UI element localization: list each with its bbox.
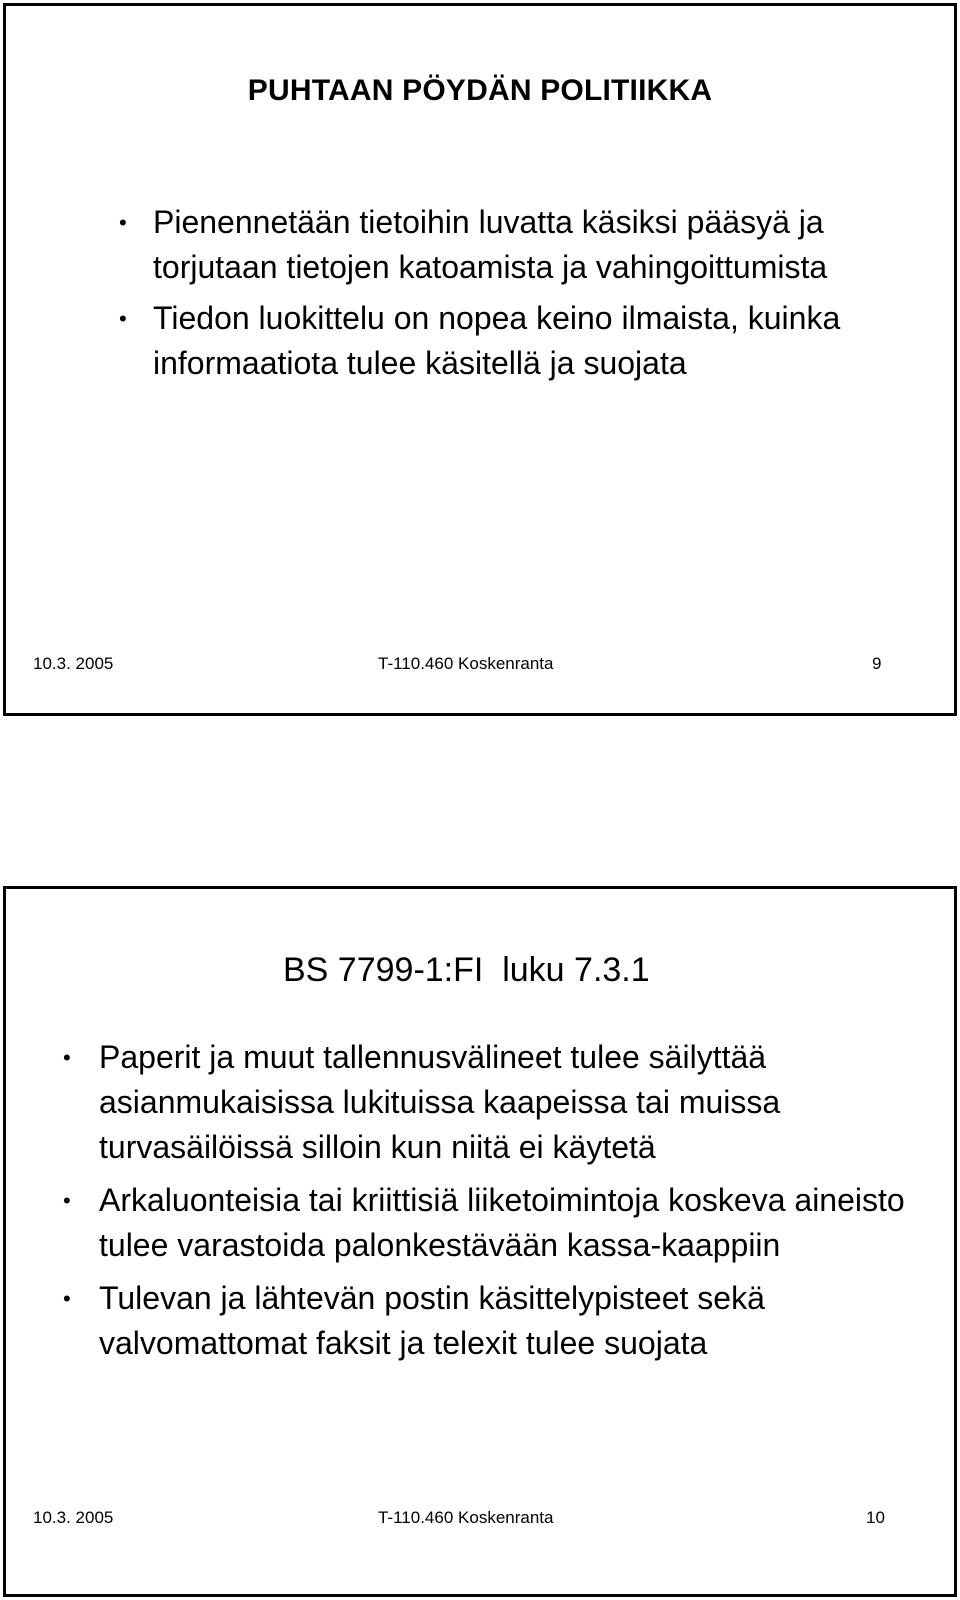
footer-course: T-110.460 Koskenranta (378, 654, 554, 673)
footer-date: 10.3. 2005 (33, 1508, 114, 1527)
slide-10 (3, 886, 957, 1597)
list-item (63, 1035, 919, 1170)
slide-9 (3, 3, 957, 716)
slide-title: BS 7799-1:FI luku 7.3.1 (283, 951, 650, 989)
bullet-icon: • (119, 306, 127, 331)
footer-date: 10.3. 2005 (33, 654, 114, 673)
slide-title: PUHTAAN PÖYDÄN POLITIIKKA (247, 74, 713, 107)
bullet-icon: • (63, 1045, 71, 1070)
bullet-text: Arkaluonteisia tai kriittisiä liiketoimintoja koskeva aineisto tulee varastoida palonkestävään kassa-kaappiin (99, 1182, 905, 1263)
bullet-text: Tulevan ja lähtevän postin käsittelypisteet sekä valvomattomat faksit ja telexit tulee suojata (99, 1280, 765, 1361)
list-item (119, 200, 873, 290)
bullet-text: Pienennetään tietoihin luvatta käsiksi pääsyä ja torjutaan tietojen katoamista ja vahingoittumista (153, 204, 828, 285)
list-item (119, 296, 873, 386)
footer-course: T-110.460 Koskenranta (378, 1508, 554, 1527)
bullet-icon: • (63, 1286, 71, 1311)
bullet-list (119, 200, 873, 386)
list-item (63, 1276, 919, 1366)
bullet-icon: • (63, 1188, 71, 1213)
bullet-icon: • (119, 210, 127, 235)
bullet-text: Tiedon luokittelu on nopea keino ilmaista, kuinka informaatiota tulee käsitellä ja suojata (153, 300, 841, 381)
bullet-text: Paperit ja muut tallennusvälineet tulee säilyttää asianmukaisissa lukituissa kaapeissa tai muissa turvasäilöissä silloin kun niitä ei käytetä (99, 1039, 781, 1165)
bullet-list (63, 1035, 919, 1366)
page-number: 10 (866, 1508, 885, 1527)
page-number: 9 (872, 654, 882, 673)
list-item (63, 1178, 919, 1268)
